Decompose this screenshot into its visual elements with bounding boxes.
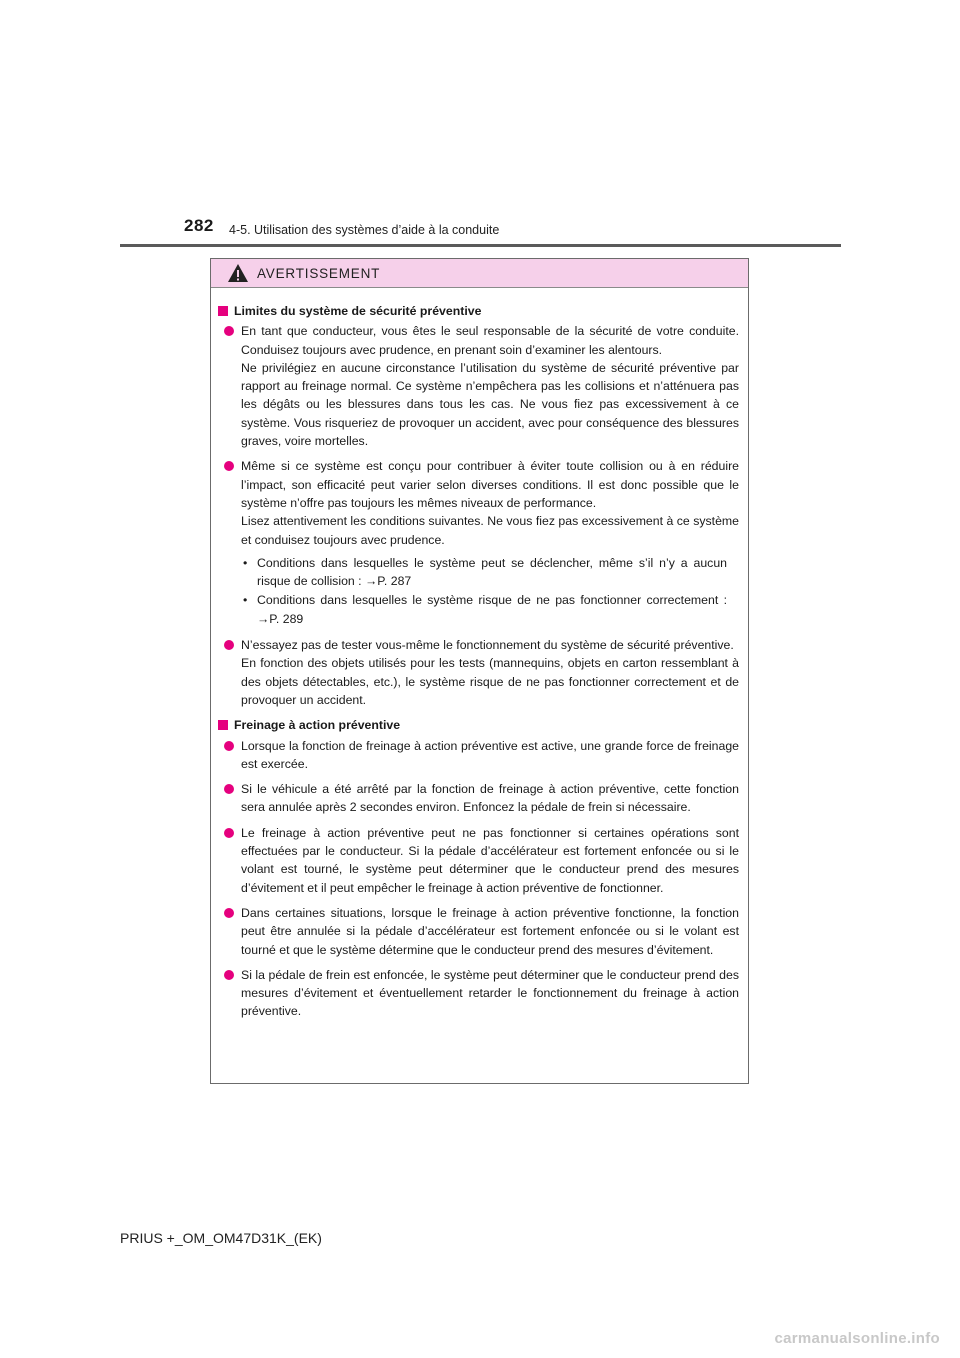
page-reference[interactable]: Conditions dans lesquelles le système peut se déclencher, même s’il n’y a aucun risque de collision : →P. 287: [257, 555, 727, 589]
watermark[interactable]: carmanualsonline.info: [774, 1330, 940, 1347]
warning-title: AVERTISSEMENT: [257, 265, 381, 281]
bullet-item: [218, 322, 739, 450]
round-bullet-icon: [224, 828, 234, 838]
bullet-text: [241, 824, 739, 897]
round-bullet-icon: [224, 326, 234, 336]
warning-header: [211, 259, 748, 288]
section-heading: [218, 716, 739, 734]
bullet-item: [218, 966, 739, 1021]
bullet-text: [241, 966, 739, 1021]
bullet-text: [241, 780, 739, 817]
paragraph: En fonction des objets utilisés pour les tests (mannequins, objets en carton ressemblant à des objets détectables, etc.), le système risque de ne pas fonctionner correctement et de provoquer un accident.: [241, 656, 739, 707]
warning-box: [210, 258, 749, 1084]
section-heading-text: Limites du système de sécurité préventive: [234, 304, 482, 318]
sub-item: [241, 554, 739, 591]
round-bullet-icon: [224, 741, 234, 751]
round-bullet-icon: [224, 784, 234, 794]
page-reference[interactable]: Conditions dans lesquelles le système risque de ne pas fonctionner correctement : →P. 289: [257, 593, 727, 626]
page-number: 282: [184, 216, 214, 235]
bullet-text: [241, 636, 739, 709]
paragraph: Lisez attentivement les conditions suivantes. Ne vous fiez pas excessivement à ce système et conduisez toujours avec prudence.: [241, 514, 739, 547]
sub-item: [241, 591, 739, 628]
footer-code: PRIUS +_OM_OM47D31K_(EK): [120, 1230, 322, 1246]
bullet-text: [241, 737, 739, 774]
round-bullet-icon: [224, 461, 234, 471]
paragraph: En tant que conducteur, vous êtes le seul responsable de la sécurité de votre conduite. Conduisez toujours avec prudence, en prenant soin d’examiner les alentours.: [241, 324, 739, 357]
bullet-text: [241, 322, 739, 450]
header-rule: [120, 244, 841, 247]
square-bullet-icon: [218, 720, 228, 730]
bullet-item: [218, 737, 739, 774]
section-title: 4-5. Utilisation des systèmes d’aide à la conduite: [229, 223, 500, 237]
paragraph: Ne privilégiez en aucune circonstance l’utilisation du système de sécurité préventive par rapport au freinage normal. Ce système n’empêchera pas les collisions et n’atténuera pas les dégâts ou les blessures dans tous les cas. Ne vous fiez pas excessivement à ce système. Vous risqueriez de provoquer un accident, avec pour conséquence des blessures graves, voire mortelles.: [241, 360, 739, 449]
bullet-text: [241, 904, 739, 959]
bullet-item: [218, 824, 739, 897]
round-bullet-icon: [224, 908, 234, 918]
round-bullet-icon: [224, 970, 234, 980]
warning-body: [211, 288, 748, 1021]
sub-bullet-mark: •: [243, 593, 248, 608]
round-bullet-icon: [224, 640, 234, 650]
square-bullet-icon: [218, 306, 228, 316]
paragraph: Si le véhicule a été arrêté par la fonction de freinage à action préventive, cette fonction sera annulée après 2 secondes environ. Enfoncez la pédale de frein si nécessaire.: [241, 782, 739, 815]
section-heading: [218, 302, 739, 320]
bullet-item: [218, 780, 739, 817]
sub-list: [241, 554, 739, 628]
sub-bullet-mark: •: [243, 555, 248, 570]
bullet-item: [218, 457, 739, 629]
paragraph: Lorsque la fonction de freinage à action préventive est active, une grande force de freinage est exercée.: [241, 738, 739, 771]
paragraph: N’essayez pas de tester vous-même le fonctionnement du système de sécurité préventive.: [241, 638, 734, 653]
paragraph: Le freinage à action préventive peut ne pas fonctionner si certaines opérations sont effectuées par le conducteur. Si la pédale d’accélérateur est fortement enfoncée ou si le volant est tourné, le système peut déterminer que le conducteur prend des mesures d’évitement et il peut empêcher le freinage à action préventive de fonctionner.: [241, 825, 739, 895]
bullet-item: [218, 904, 739, 959]
bullet-text: [241, 457, 739, 629]
warning-triangle-icon: [227, 263, 249, 283]
section-heading-text: Freinage à action préventive: [234, 718, 401, 733]
paragraph: Même si ce système est conçu pour contribuer à éviter toute collision ou à en réduire l’impact, son efficacité peut varier selon diverses conditions. Il est donc possible que le système n’offre pas toujours les mêmes niveaux de performance.: [241, 459, 739, 510]
bullet-item: [218, 636, 739, 709]
paragraph: Si la pédale de frein est enfoncée, le système peut déterminer que le conducteur prend des mesures d’évitement et éventuellement retarder le fonctionnement du freinage à action préventive.: [241, 967, 739, 1019]
paragraph: Dans certaines situations, lorsque le freinage à action préventive fonctionne, la fonction peut être annulée si la pédale d’accélérateur est fortement enfoncée ou si le volant est tourné et que le système détermine que le conducteur prend des mesures d’évitement.: [241, 905, 739, 957]
